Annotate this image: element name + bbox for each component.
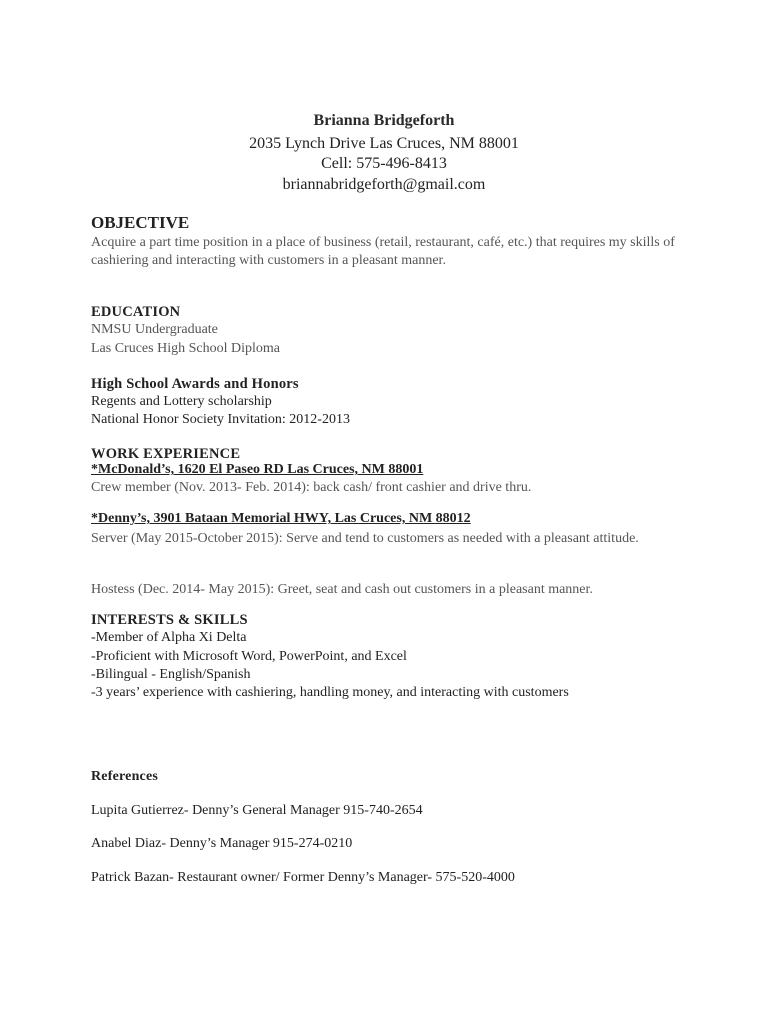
applicant-name: Brianna Bridgeforth xyxy=(313,112,455,129)
skill-item: -Bilingual - English/Spanish xyxy=(91,667,251,682)
reference-item: Lupita Gutierrez- Denny’s General Manager 915-740-2654 xyxy=(91,803,423,818)
education-item: Las Cruces High School Diploma xyxy=(91,341,280,356)
award-item: National Honor Society Invitation: 2012-2013 xyxy=(91,412,350,427)
cell-phone: Cell: 575-496-8413 xyxy=(321,155,447,172)
objective-text: Acquire a part time position in a place of business (retail, restaurant, café, etc.) that requires my skills of cashiering and interacting with customers in a pleasant manner. xyxy=(91,235,675,268)
skill-item: -3 years’ experience with cashiering, handling money, and interacting with customers xyxy=(91,685,569,700)
awards-heading: High School Awards and Honors xyxy=(91,376,299,392)
reference-item: Patrick Bazan- Restaurant owner/ Former Denny’s Manager- 575-520-4000 xyxy=(91,870,515,885)
job-role: Server (May 2015-October 2015): Serve and tend to customers as needed with a pleasant attitude. xyxy=(91,531,639,546)
employer-mcdonalds: *McDonald’s, 1620 El Paseo RD Las Cruces, NM 88001 xyxy=(91,462,424,477)
objective-heading: OBJECTIVE xyxy=(91,213,190,232)
employer-dennys: *Denny’s, 3901 Bataan Memorial HWY, Las Cruces, NM 88012 xyxy=(91,511,471,526)
job-role: Hostess (Dec. 2014- May 2015): Greet, seat and cash out customers in a pleasant manner. xyxy=(91,582,593,597)
skill-item: -Proficient with Microsoft Word, PowerPoint, and Excel xyxy=(91,649,407,664)
skill-item: -Member of Alpha Xi Delta xyxy=(91,630,247,645)
job-role: Crew member (Nov. 2013- Feb. 2014): back cash/ front cashier and drive thru. xyxy=(91,480,532,495)
work-heading: WORK EXPERIENCE xyxy=(91,446,241,462)
skills-heading: INTERESTS & SKILLS xyxy=(91,612,248,628)
reference-item: Anabel Diaz- Denny’s Manager 915-274-0210 xyxy=(91,836,353,851)
education-item: NMSU Undergraduate xyxy=(91,322,218,337)
references-heading: References xyxy=(91,769,159,784)
address: 2035 Lynch Drive Las Cruces, NM 88001 xyxy=(249,135,519,152)
award-item: Regents and Lottery scholarship xyxy=(91,394,272,409)
education-heading: EDUCATION xyxy=(91,304,181,320)
email: briannabridgeforth@gmail.com xyxy=(282,176,486,193)
